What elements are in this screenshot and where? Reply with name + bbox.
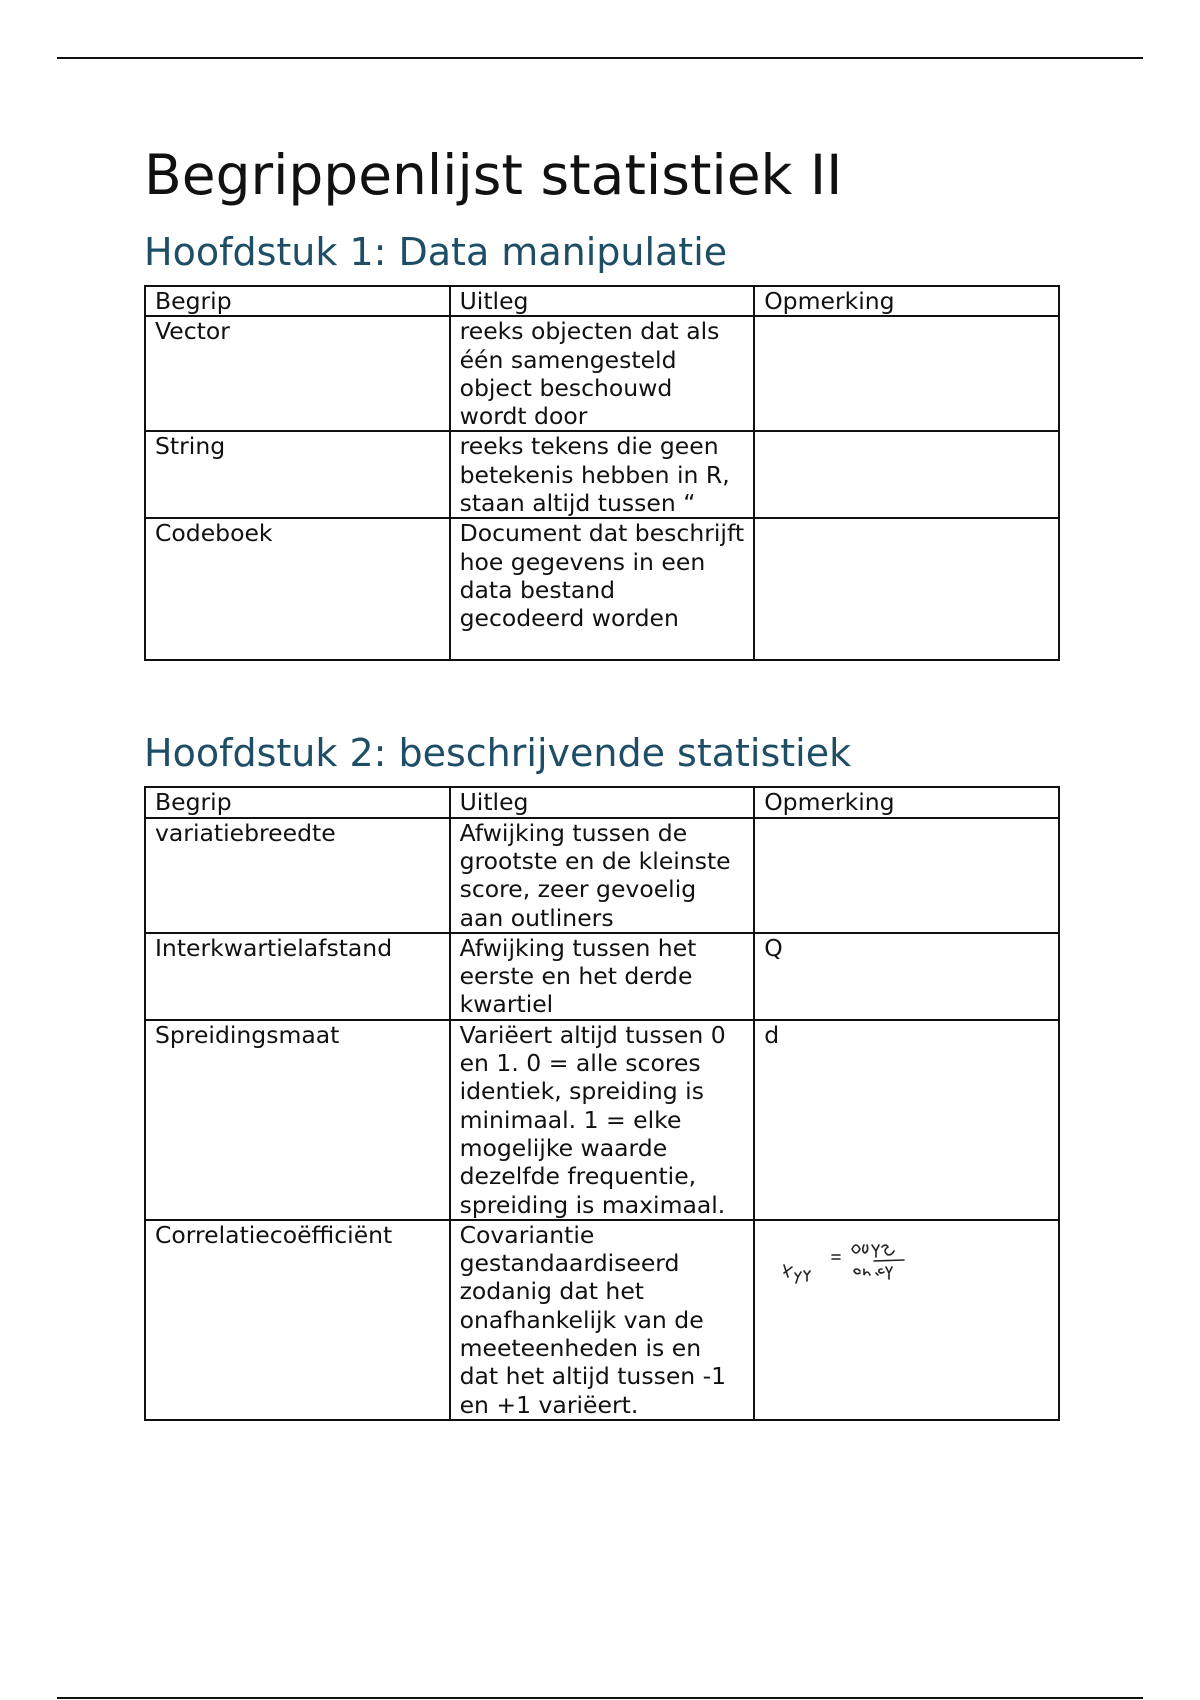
table-row: [145, 316, 1059, 431]
remark-cell: [754, 316, 1059, 431]
explanation-cell: Covariantie gestandaardiseerd zodanig dat het onafhankelijk van de meeteenheden is en dat het altijd tussen -1 en +1 variëert.: [450, 1220, 755, 1420]
table-row: [145, 933, 1059, 1020]
remark-cell: [754, 818, 1059, 933]
term-cell: variatiebreedte: [145, 818, 450, 933]
column-header-opmerking: Opmerking: [754, 787, 1059, 817]
remark-cell: [754, 1220, 1059, 1420]
explanation-cell: Variëert altijd tussen 0 en 1. 0 = alle scores identiek, spreiding is minimaal. 1 = elke mogelijke waarde dezelfde frequentie, spreiding is maximaal.: [450, 1020, 755, 1220]
chapter-1-table: [144, 285, 1060, 661]
explanation-cell: reeks tekens die geen betekenis hebben in R, staan altijd tussen “: [450, 431, 755, 518]
chapter-2-table: [144, 786, 1060, 1421]
chapter-1-heading: Hoofdstuk 1: Data manipulatie: [144, 230, 728, 274]
table-row: [145, 818, 1059, 933]
explanation-cell: Afwijking tussen het eerste en het derde kwartiel: [450, 933, 755, 1020]
column-header-uitleg: Uitleg: [450, 787, 755, 817]
term-cell: String: [145, 431, 450, 518]
bottom-rule: [57, 1697, 1143, 1699]
handwritten-formula-image: [764, 1227, 914, 1287]
top-rule: [57, 57, 1143, 59]
chapter-2-heading: Hoofdstuk 2: beschrijvende statistiek: [144, 731, 852, 776]
explanation-cell: reeks objecten dat als één samengesteld object beschouwd wordt door: [450, 316, 755, 431]
table-row: [145, 1220, 1059, 1420]
term-cell: Spreidingsmaat: [145, 1020, 450, 1220]
remark-cell: [754, 431, 1059, 518]
column-header-begrip: Begrip: [145, 787, 450, 817]
table-header-row: [145, 787, 1059, 817]
table-header-row: [145, 286, 1059, 316]
table-row: [145, 1020, 1059, 1220]
table-row: [145, 431, 1059, 518]
term-cell: Interkwartielafstand: [145, 933, 450, 1020]
page-content: [144, 140, 1058, 1421]
column-header-uitleg: Uitleg: [450, 286, 755, 316]
term-cell: Codeboek: [145, 518, 450, 660]
column-header-opmerking: Opmerking: [754, 286, 1059, 316]
remark-cell: Q: [754, 933, 1059, 1020]
term-cell: Correlatiecoëfficiënt: [145, 1220, 450, 1420]
explanation-cell: Afwijking tussen de grootste en de kleinste score, zeer gevoelig aan outliners: [450, 818, 755, 933]
explanation-cell: Document dat beschrijft hoe gegevens in een data bestand gecodeerd worden: [450, 518, 755, 660]
remark-cell: [754, 518, 1059, 660]
remark-cell: d: [754, 1020, 1059, 1220]
table-row: [145, 518, 1059, 660]
term-cell: Vector: [145, 316, 450, 431]
column-header-begrip: Begrip: [145, 286, 450, 316]
document-title: Begrippenlijst statistiek II: [144, 143, 843, 207]
